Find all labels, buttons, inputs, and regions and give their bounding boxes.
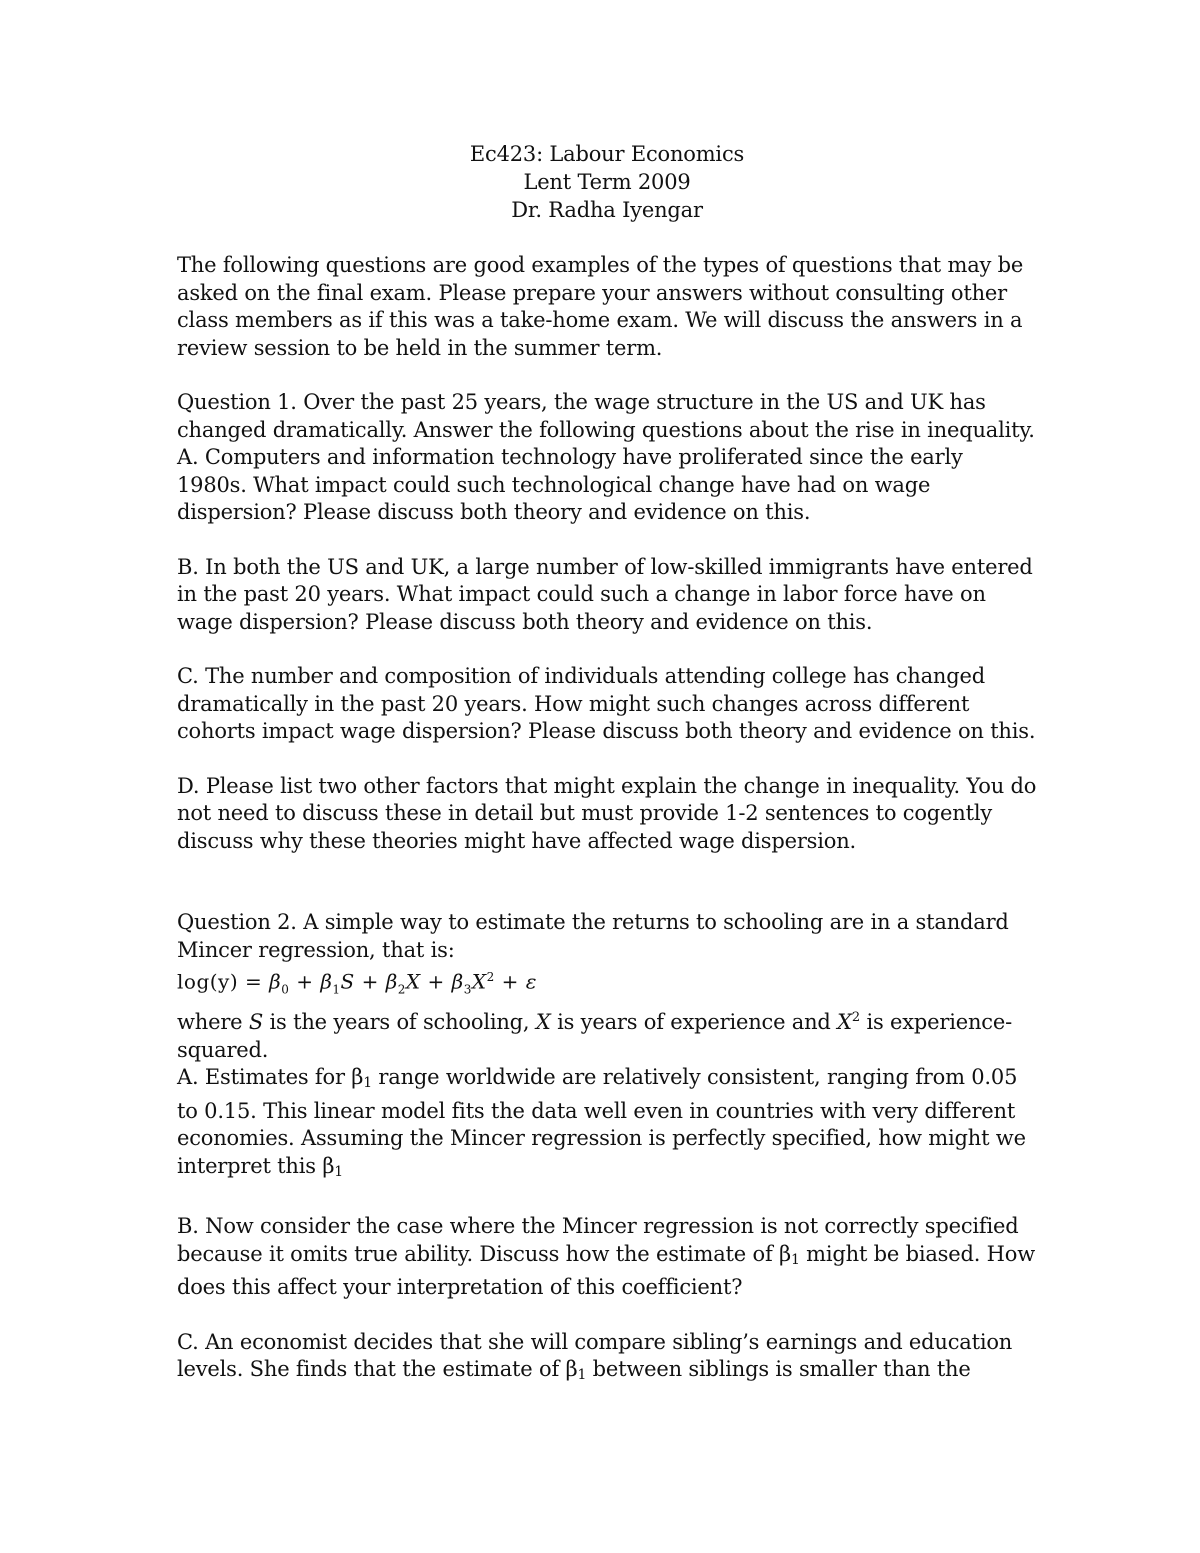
q1-part-c: C. The number and composition of individuals attending college has changed dramatically in the past 20 years. How might such changes across different cohorts impact wage dispersion? Please discuss both theory and evidence on this. <box>177 664 1036 743</box>
intro-paragraph: The following questions are good examples of the types of questions that may be asked on the final exam. Please prepare your answers without consulting other class members as if this was a take-home exam. We will discuss the answers in a review session to be held in the summer term. <box>177 253 1024 360</box>
mincer-formula: $\log(y) = \beta_0 + \beta_1S + \beta_2X + \beta_3X^2 + \varepsilon$ <box>177 969 537 997</box>
q1-part-b: B. In both the US and UK, a large number of low-skilled immigrants have entered in the past 20 years. What impact could such a change in labor force have on wage dispersion? Please discuss both theory and evidence on this. <box>177 554 1033 634</box>
q2-part-b: B. Now consider the case where the Mincer regression is not correctly specified because it omits true ability. Discuss how the estimate of $\beta_1$ might be biased. How does this affect your interpretation of this coefficient? <box>177 1214 1036 1300</box>
q1-part-a: A. Computers and information technology have proliferated since the early 1980s. What impact could such technological change have had on wage dispersion? Please discuss both theory and evidence on this. <box>177 445 963 524</box>
course-title: Ec423: Labour Economics <box>469 142 745 166</box>
q2-intro: Question 2. A simple way to estimate the returns to schooling are in a standard Mincer regression, that is: <box>177 910 1009 962</box>
q1-intro: Question 1. Over the past 25 years, the wage structure in the US and UK has changed dramatically. Answer the following questions about the rise in inequality. <box>177 390 1035 442</box>
document-header <box>177 140 1037 224</box>
q1-part-d: D. Please list two other factors that might explain the change in inequality. You do not need to discuss these in detail but must provide 1-2 sentences to cogently discuss why these theories might have affected wage dispersion. <box>177 773 1037 853</box>
q2-part-a: A. Estimates for $\beta_1$ range worldwide are relatively consistent, ranging from 0.05 to 0.15. This linear model fits the data well even in countries with very different economies. Assuming the Mincer regression is perfectly specified, how might we interpret this $\beta_1$ <box>177 1065 1026 1180</box>
q2-part-c: C. An economist decides that she will compare sibling’s earnings and education levels. She finds that the estimate of $\beta_1$ between siblings is smaller than the <box>177 1329 1013 1384</box>
question-1 <box>177 389 1037 855</box>
formula-lhs: log(y) = <box>177 969 263 994</box>
formula-definition: where S is the years of schooling, X is years of experience and $X^2$ is experience-squared. <box>177 1010 1012 1062</box>
question-2 <box>177 909 1037 1390</box>
lecturer-name: Dr. Radha Iyengar <box>511 198 703 222</box>
document-page <box>177 140 1037 1417</box>
term-label: Lent Term 2009 <box>523 170 691 194</box>
